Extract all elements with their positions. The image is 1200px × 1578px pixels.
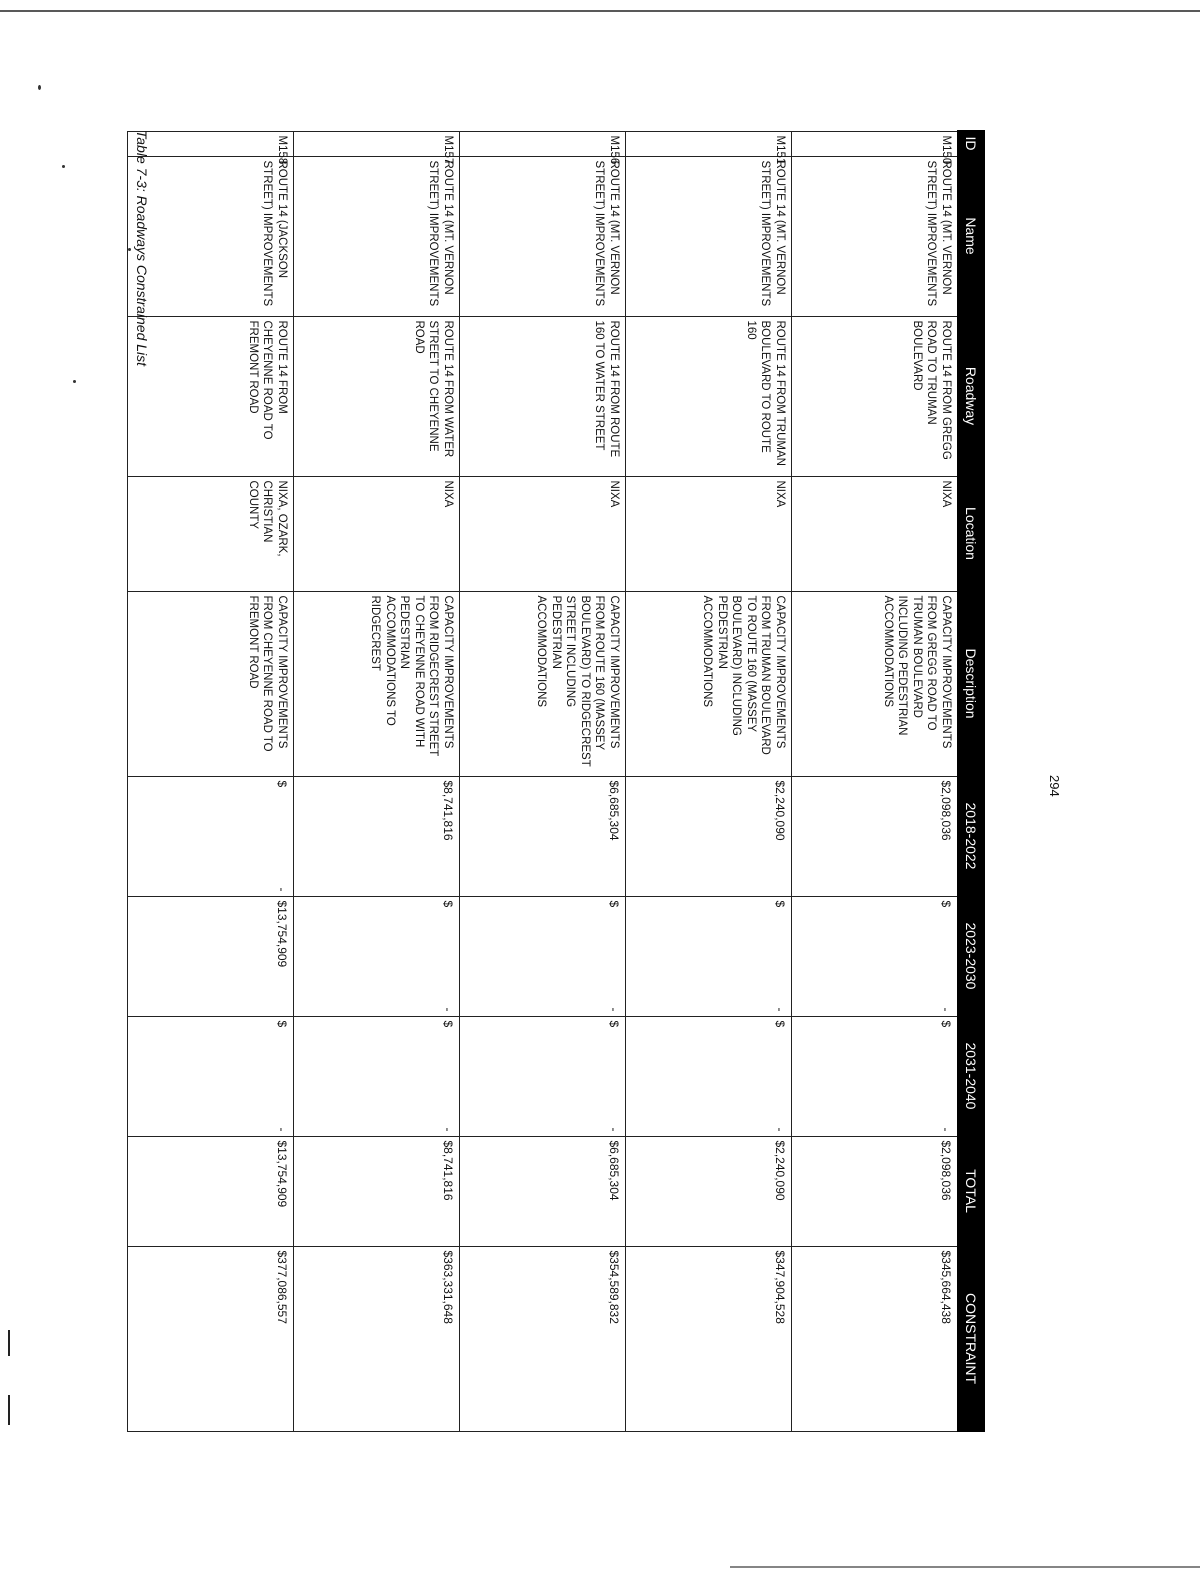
cell-roadway: ROUTE 14 FROM TRUMAN BOULEVARD TO ROUTE 160 bbox=[626, 316, 792, 476]
column-header-2018-2022: 2018-2022 bbox=[958, 776, 984, 896]
cell-location: NIXA bbox=[294, 476, 460, 591]
cell-constraint bbox=[792, 1246, 959, 1431]
column-header-id: ID bbox=[958, 131, 984, 156]
amount: - bbox=[773, 1127, 787, 1132]
cell-2018-2022 bbox=[128, 776, 294, 896]
amount: - bbox=[275, 887, 289, 892]
amount: $8,741,816 bbox=[441, 780, 455, 841]
table-row bbox=[294, 131, 460, 1431]
cell-location: NIXA bbox=[460, 476, 626, 591]
amount: - bbox=[275, 1127, 289, 1132]
scan-speck bbox=[38, 85, 41, 90]
cell-roadway: ROUTE 14 FROM CHEYENNE ROAD TO FREMONT ROAD bbox=[128, 316, 294, 476]
column-header-total: TOTAL bbox=[958, 1136, 984, 1246]
cell-id: M157 bbox=[294, 131, 460, 156]
amount: $347,904,528 bbox=[773, 1250, 787, 1324]
currency-symbol: $ bbox=[939, 900, 953, 908]
cell-id: M150 bbox=[792, 131, 959, 156]
table-header-row bbox=[958, 131, 984, 1431]
cell-id: M158 bbox=[128, 131, 294, 156]
cell-location: NIXA, OZARK, CHRISTIAN COUNTY bbox=[128, 476, 294, 591]
column-header-description: Description bbox=[958, 591, 984, 776]
amount: - bbox=[441, 1127, 455, 1132]
cell-total bbox=[294, 1136, 460, 1246]
cell-name: ROUTE 14 (MT. VERNON STREET) IMPROVEMENTS bbox=[626, 156, 792, 316]
cell-name: ROUTE 14 (MT. VERNON STREET) IMPROVEMENTS bbox=[792, 156, 959, 316]
cell-2023-2030 bbox=[294, 896, 460, 1016]
cell-roadway: ROUTE 14 FROM WATER STREET TO CHEYENNE ROAD bbox=[294, 316, 460, 476]
cell-2023-2030 bbox=[460, 896, 626, 1016]
cell-id: M156 bbox=[460, 131, 626, 156]
cell-2018-2022 bbox=[460, 776, 626, 896]
cell-2031-2040 bbox=[128, 1016, 294, 1136]
roadways-table bbox=[127, 130, 985, 1432]
table-row bbox=[626, 131, 792, 1431]
page-number: 294 bbox=[1047, 775, 1062, 797]
amount: $2,098,036 bbox=[939, 1140, 953, 1201]
column-header-2023-2030: 2023-2030 bbox=[958, 896, 984, 1016]
amount: - bbox=[607, 1007, 621, 1012]
cell-roadway: ROUTE 14 FROM ROUTE 160 TO WATER STREET bbox=[460, 316, 626, 476]
cell-name: ROUTE 14 (MT. VERNON STREET) IMPROVEMENTS bbox=[460, 156, 626, 316]
amount: $354,589,832 bbox=[607, 1250, 621, 1324]
cell-description: CAPACITY IMPROVEMENTS FROM GREGG ROAD TO TRUMAN BOULEVARD INCLUDING PEDESTRIAN ACCOMMODATIONS bbox=[792, 591, 959, 776]
amount: $6,685,304 bbox=[607, 1140, 621, 1201]
column-header-name: Name bbox=[958, 156, 984, 316]
column-header-constraint: CONSTRAINT bbox=[958, 1246, 984, 1431]
amount: $377,086,557 bbox=[275, 1250, 289, 1324]
amount: - bbox=[607, 1127, 621, 1132]
scan-edge-top bbox=[0, 10, 1200, 12]
amount: - bbox=[939, 1007, 953, 1012]
amount: $345,664,438 bbox=[939, 1250, 953, 1324]
cell-2031-2040 bbox=[792, 1016, 959, 1136]
currency-symbol: $ bbox=[275, 1020, 289, 1028]
amount: - bbox=[773, 1007, 787, 1012]
cell-total bbox=[792, 1136, 959, 1246]
cell-2031-2040 bbox=[294, 1016, 460, 1136]
amount: $2,240,090 bbox=[773, 1140, 787, 1201]
currency-symbol: $ bbox=[773, 1020, 787, 1028]
cell-id: M151 bbox=[626, 131, 792, 156]
cell-2018-2022 bbox=[294, 776, 460, 896]
currency-symbol: $ bbox=[441, 1020, 455, 1028]
cell-location: NIXA bbox=[792, 476, 959, 591]
punch-hole-mark bbox=[8, 1330, 10, 1356]
table-row bbox=[792, 131, 959, 1431]
amount: - bbox=[939, 1127, 953, 1132]
table-caption: Table 7-3: Roadways Constrained List bbox=[134, 130, 150, 367]
cell-constraint bbox=[626, 1246, 792, 1431]
cell-2023-2030 bbox=[626, 896, 792, 1016]
currency-symbol: $ bbox=[607, 900, 621, 908]
amount: $13,754,909 bbox=[275, 900, 289, 968]
cell-2031-2040 bbox=[626, 1016, 792, 1136]
column-header-location: Location bbox=[958, 476, 984, 591]
scan-edge-bottom bbox=[730, 1566, 1200, 1568]
cell-constraint bbox=[294, 1246, 460, 1431]
cell-name: ROUTE 14 (JACKSON STREET) IMPROVEMENTS bbox=[128, 156, 294, 316]
cell-roadway: ROUTE 14 FROM GREGG ROAD TO TRUMAN BOULEVARD bbox=[792, 316, 959, 476]
currency-symbol: $ bbox=[773, 900, 787, 908]
table-row bbox=[128, 131, 294, 1431]
currency-symbol: $ bbox=[939, 1020, 953, 1028]
currency-symbol: $ bbox=[275, 780, 289, 788]
cell-2023-2030 bbox=[128, 896, 294, 1016]
amount: $363,331,648 bbox=[441, 1250, 455, 1324]
cell-2031-2040 bbox=[460, 1016, 626, 1136]
table-row bbox=[460, 131, 626, 1431]
cell-2018-2022 bbox=[792, 776, 959, 896]
column-header-2031-2040: 2031-2040 bbox=[958, 1016, 984, 1136]
rotated-table-page bbox=[135, 130, 985, 1430]
cell-constraint bbox=[460, 1246, 626, 1431]
cell-description: CAPACITY IMPROVEMENTS FROM CHEYENNE ROAD TO FREMONT ROAD bbox=[128, 591, 294, 776]
cell-2023-2030 bbox=[792, 896, 959, 1016]
column-header-roadway: Roadway bbox=[958, 316, 984, 476]
cell-total bbox=[128, 1136, 294, 1246]
amount: $2,098,036 bbox=[939, 780, 953, 841]
cell-description: CAPACITY IMPROVEMENTS FROM RIDGECREST STREET TO CHEYENNE ROAD WITH PEDESTRIAN ACCOMMODATIONS TO RIDGECREST bbox=[294, 591, 460, 776]
punch-hole-mark bbox=[8, 1395, 10, 1425]
cell-constraint bbox=[128, 1246, 294, 1431]
cell-total bbox=[460, 1136, 626, 1246]
amount: $6,685,304 bbox=[607, 780, 621, 841]
cell-2018-2022 bbox=[626, 776, 792, 896]
currency-symbol: $ bbox=[441, 900, 455, 908]
scan-speck bbox=[73, 380, 76, 383]
cell-description: CAPACITY IMPROVEMENTS FROM TRUMAN BOULEVARD TO ROUTE 160 (MASSEY BOULEVARD) INCLUDING PEDESTRIAN ACCOMMODATIONS bbox=[626, 591, 792, 776]
cell-description: CAPACITY IMPROVEMENTS FROM ROUTE 160 (MASSEY BOULEVARD) TO RIDGECREST STREET INCLUDING PEDESTRIAN ACCOMMODATIONS bbox=[460, 591, 626, 776]
scan-speck bbox=[62, 165, 65, 168]
cell-total bbox=[626, 1136, 792, 1246]
amount: $8,741,816 bbox=[441, 1140, 455, 1201]
amount: $2,240,090 bbox=[773, 780, 787, 841]
amount: - bbox=[441, 1007, 455, 1012]
cell-name: ROUTE 14 (MT. VERNON STREET) IMPROVEMENTS bbox=[294, 156, 460, 316]
currency-symbol: $ bbox=[607, 1020, 621, 1028]
cell-location: NIXA bbox=[626, 476, 792, 591]
amount: $13,754,909 bbox=[275, 1140, 289, 1208]
